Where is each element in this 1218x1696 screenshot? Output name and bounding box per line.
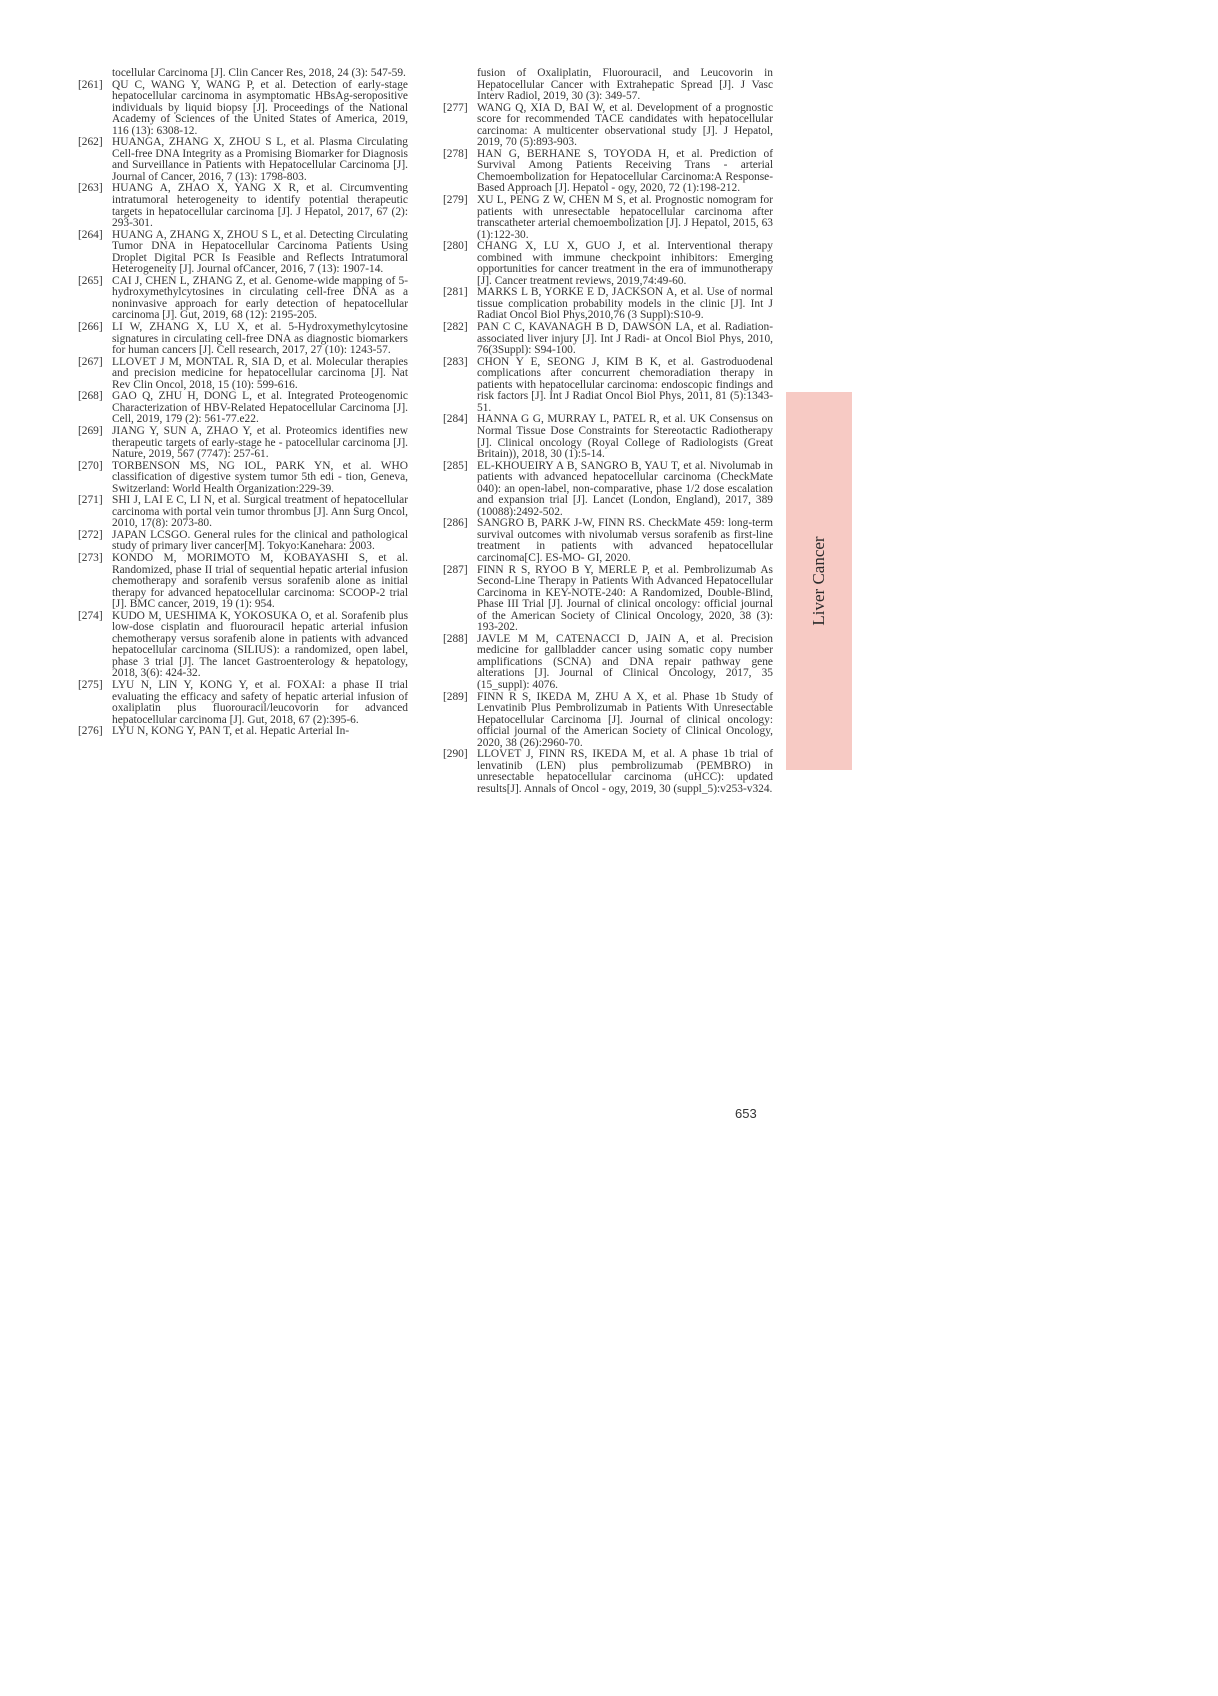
section-side-tab	[786, 392, 852, 770]
reference-number: [282]	[443, 321, 468, 334]
reference-entry	[78, 426, 408, 461]
reference-text: XU L, PENG Z W, CHEN M S, et al. Prognostic nomogram for patients with unresectable hepatocellular carcinoma after transcatheter arterial chemoembolization [J]. J Hepatol, 2015, 63 (1):122-30.	[477, 194, 773, 241]
reference-entry	[443, 241, 773, 287]
reference-text: MARKS L B, YORKE E D, JACKSON A, et al. Use of normal tissue complication probability models in the clinic [J]. Int J Radiat Oncol Biol Phys,2010,76 (3 Suppl):S10-9.	[477, 286, 773, 322]
section-label: Liver Cancer	[809, 536, 828, 626]
reference-number: [286]	[443, 517, 468, 530]
reference-text: TORBENSON MS, NG IOL, PARK YN, et al. WHO classification of digestive system tumor 5th edi - tion, Geneva, Switzerland: World Health Organization:229-39.	[112, 459, 408, 495]
reference-text: HUANGA, ZHANG X, ZHOU S L, et al. Plasma Circulating Cell-free DNA Integrity as a Promising Biomarker for Diagnosis and Surveillance in Patients with Hepatocellular Carcinoma [J]. Journal of Cancer, 2016, 7 (13): 1798-803.	[112, 136, 408, 183]
reference-text: HUANG A, ZHANG X, ZHOU S L, et al. Detecting Circulating Tumor DNA in Hepatocellular Carcinoma Patients Using Droplet Digital PCR Is Feasible and Reflects Intratumoral Heterogeneity [J]. Journal ofCancer, 2016, 7 (13): 1907-14.	[112, 228, 408, 276]
reference-number: [283]	[443, 355, 468, 368]
reference-number: [267]	[78, 355, 103, 368]
reference-number: [287]	[443, 563, 468, 576]
reference-text: CHON Y E, SEONG J, KIM B K, et al. Gastroduodenal complications after concurrent chemoradiation therapy in patients with hepatocellular carcinoma: endoscopic findings and risk factors [J]. Int J Radiat Oncol Biol Phys, 2011, 81 (5):1343-51.	[477, 355, 773, 414]
reference-text: LYU N, LIN Y, KONG Y, et al. FOXAI: a phase II trial evaluating the efficacy and safety of hepatic arterial infusion of oxaliplatin plus fluorouracil/leucovorin for advanced hepatocellular carcinoma [J]. Gut, 2018, 67 (2):395-6.	[112, 678, 408, 726]
reference-entry	[443, 692, 773, 750]
reference-entry	[78, 680, 408, 726]
reference-number: [269]	[78, 424, 103, 437]
reference-number: [265]	[78, 274, 103, 287]
reference-text: LI W, ZHANG X, LU X, et al. 5-Hydroxymethylcytosine signatures in circulating cell-free DNA as diagnostic biomarkers for human cancers [J]. Cell research, 2017, 27 (10): 1243-57.	[112, 321, 408, 357]
reference-entry	[78, 276, 408, 322]
reference-entry	[78, 391, 408, 426]
reference-text: SANGRO B, PARK J-W, FINN RS. CheckMate 459: long-term survival outcomes with nivolumab versus sorafenib as first-line treatment in patients with advanced hepatocellular carcinoma[C]. ES-MO- GI, 2020.	[477, 517, 773, 564]
reference-text: HUANG A, ZHAO X, YANG X R, et al. Circumventing intratumoral heterogeneity to identify potential therapeutic targets in hepatocellular carcinoma [J]. J Hepatol, 2017, 67 (2): 293-301.	[112, 182, 408, 230]
reference-text: HAN G, BERHANE S, TOYODA H, et al. Prediction of Survival Among Patients Receiving Trans - arterial Chemoembolization for Hepatocellular Carcinoma:A Response-Based Approach [J]. Hepatol - ogy, 2020, 72 (1):198-212.	[477, 147, 773, 195]
reference-entry	[443, 518, 773, 564]
reference-entry	[443, 749, 773, 795]
reference-number: [285]	[443, 459, 468, 472]
reference-number: [277]	[443, 101, 468, 114]
reference-text: JAPAN LCSGO. General rules for the clinical and pathological study of primary liver cancer[M]. Tokyo:Kanehara: 2003.	[112, 528, 408, 553]
reference-text: SHI J, LAI E C, LI N, et al. Surgical treatment of hepatocellular carcinoma with portal vein tumor thrombus [J]. Ann Surg Oncol, 2010, 17(8): 2073-80.	[112, 494, 408, 530]
reference-entry	[78, 183, 408, 229]
reference-entry	[443, 195, 773, 241]
reference-number: [263]	[78, 182, 103, 195]
reference-number: [272]	[78, 528, 103, 541]
reference-number: [274]	[78, 609, 103, 622]
reference-text: LYU N, KONG Y, PAN T, et al. Hepatic Arterial In-	[112, 725, 350, 738]
reference-text: LLOVET J, FINN RS, IKEDA M, et al. A phase 1b trial of lenvatinib (LEN) plus pembrolizumab (PEMBRO) in unresectable hepatocellular carcinoma (uHCC): updated results[J]. Annals of Oncol - ogy, 2019, 30 (suppl_5):v253-v324.	[477, 748, 773, 795]
reference-entry	[443, 322, 773, 357]
reference-text: EL-KHOUEIRY A B, SANGRO B, YAU T, et al. Nivolumab in patients with advanced hepatocellular carcinoma (CheckMate 040): an open-label, non-comparative, phase 1/2 dose escalation and expansion trial [J]. Lancet (London, England), 2017, 389 (10088):2492-502.	[477, 459, 773, 518]
reference-entry	[443, 461, 773, 519]
reference-number: [268]	[78, 390, 103, 403]
reference-text: KUDO M, UESHIMA K, YOKOSUKA O, et al. Sorafenib plus low-dose cisplatin and fluorouracil hepatic arterial infusion chemotherapy versus sorafenib alone in patients with advanced hepatocellular carcinoma (SILIUS): a randomized, open label, phase 3 trial [J]. The lancet Gastroenterology & hepatology, 2018, 3(6): 424-32.	[112, 609, 408, 680]
reference-text: JAVLE M M, CATENACCI D, JAIN A, et al. Precision medicine for gallbladder cancer using somatic copy number amplifications (SCNA) and DNA repair pathway gene alterations [J]. Journal of Clinical Oncology, 2017, 35 (15_suppl): 4076.	[477, 632, 773, 691]
reference-number: [278]	[443, 147, 468, 160]
reference-number: [271]	[78, 494, 103, 507]
reference-text: FINN R S, RYOO B Y, MERLE P, et al. Pembrolizumab As Second-Line Therapy in Patients With Advanced Hepatocellular Carcinoma in KEY-NOTE-240: A Randomized, Double-Blind, Phase III Trial [J]. Journal of clinical oncology: official journal of the American Society of Clinical Oncology, 2020, 38 (3): 193-202.	[477, 563, 773, 634]
reference-entry	[78, 530, 408, 553]
page-number: 653	[735, 1106, 757, 1121]
reference-entry	[443, 565, 773, 634]
reference-entry	[443, 357, 773, 415]
reference-entry	[443, 414, 773, 460]
reference-number: [275]	[78, 678, 103, 691]
reference-continuation	[443, 68, 773, 103]
reference-number: [273]	[78, 551, 103, 564]
reference-entry	[78, 553, 408, 611]
reference-text: CHANG X, LU X, GUO J, et al. Interventional therapy combined with immune checkpoint inhibitors: Emerging opportunities for cancer treatment in the era of immunotherapy [J]. Cancer treatment reviews, 2019,74:49-60.	[477, 240, 773, 287]
reference-entry	[443, 287, 773, 322]
reference-entry	[78, 137, 408, 183]
reference-text: PAN C C, KAVANAGH B D, DAWSON LA, et al. Radiation-associated liver injury [J]. Int J Radi- at Oncol Biol Phys, 2010, 76(3Suppl): S94-100.	[477, 321, 773, 357]
reference-number: [276]	[78, 725, 103, 738]
reference-text: JIANG Y, SUN A, ZHAO Y, et al. Proteomics identifies new therapeutic targets of early-stage he - patocellular carcinoma [J]. Nature, 2019, 567 (7747): 257-61.	[112, 424, 408, 461]
reference-number: [266]	[78, 321, 103, 334]
reference-entry	[443, 634, 773, 692]
reference-text: CAI J, CHEN L, ZHANG Z, et al. Genome-wide mapping of 5-hydroxymethylcytosines in circulating cell-free DNA as a noninvasive approach for early detection of hepatocellular carcinoma [J]. Gut, 2019, 68 (12): 2195-205.	[112, 274, 408, 322]
reference-text: tocellular Carcinoma [J]. Clin Cancer Res, 2018, 24 (3): 547-59.	[112, 67, 406, 79]
reference-text: QU C, WANG Y, WANG P, et al. Detection of early-stage hepatocellular carcinoma in asymptomatic HBsAg-seropositive individuals by liquid biopsy [J]. Proceedings of the National Academy of Sciences of the United States of America, 2019, 116 (13): 6308-12.	[112, 78, 408, 137]
reference-text: FINN R S, IKEDA M, ZHU A X, et al. Phase 1b Study of Lenvatinib Plus Pembrolizumab in Patients With Unresectable Hepatocellular Carcinoma [J]. Journal of clinical oncology: official journal of the American Society of Clinical Oncology, 2020, 38 (26):2960-70.	[477, 690, 773, 749]
reference-entry	[78, 611, 408, 680]
reference-entry	[78, 80, 408, 138]
reference-text: fusion of Oxaliplatin, Fluorouracil, and Leucovorin in Hepatocellular Cancer with Extrahepatic Spread [J]. J Vasc Interv Radiol, 2019, 30 (3): 349-57.	[477, 67, 773, 103]
reference-text: GAO Q, ZHU H, DONG L, et al. Integrated Proteogenomic Characterization of HBV-Related Hepatocellular Carcinoma [J]. Cell, 2019, 179 (2): 561-77.e22.	[112, 390, 408, 426]
reference-number: [279]	[443, 194, 468, 207]
reference-text: HANNA G G, MURRAY L, PATEL R, et al. UK Consensus on Normal Tissue Dose Constraints for Stereotactic Radiotherapy [J]. Clinical oncology (Royal College of Radiologists (Great Britain)), 2018, 30 (1):5-14.	[477, 413, 773, 461]
reference-number: [280]	[443, 240, 468, 253]
reference-number: [281]	[443, 286, 468, 299]
reference-text: LLOVET J M, MONTAL R, SIA D, et al. Molecular therapies and precision medicine for hepatocellular carcinoma [J]. Nat Rev Clin Oncol, 2018, 15 (10): 599-616.	[112, 355, 408, 391]
reference-entry	[78, 726, 408, 738]
reference-number: [289]	[443, 690, 468, 703]
reference-number: [290]	[443, 748, 468, 761]
reference-entry	[78, 495, 408, 530]
reference-number: [270]	[78, 459, 103, 472]
reference-continuation	[78, 68, 408, 80]
reference-column-right	[443, 68, 773, 795]
reference-entry	[78, 322, 408, 357]
reference-number: [261]	[78, 78, 103, 91]
reference-number: [288]	[443, 632, 468, 645]
reference-entry	[78, 461, 408, 496]
reference-number: [284]	[443, 413, 468, 426]
reference-entry	[443, 103, 773, 149]
reference-number: [262]	[78, 136, 103, 149]
reference-number: [264]	[78, 228, 103, 241]
reference-text: KONDO M, MORIMOTO M, KOBAYASHI S, et al. Randomized, phase II trial of sequential hepatic arterial infusion chemotherapy and sorafenib versus sorafenib alone as initial therapy for advanced hepatocellular carcinoma: SCOOP-2 trial [J]. BMC cancer, 2019, 19 (1): 954.	[112, 551, 408, 611]
reference-entry	[443, 149, 773, 195]
reference-column-left	[78, 68, 408, 738]
reference-text: WANG Q, XIA D, BAI W, et al. Development of a prognostic score for recommended TACE candidates with hepatocellular carcinoma: A multicenter observational study [J]. J Hepatol, 2019, 70 (5):893-903.	[477, 101, 773, 149]
reference-entry	[78, 230, 408, 276]
reference-entry	[78, 357, 408, 392]
